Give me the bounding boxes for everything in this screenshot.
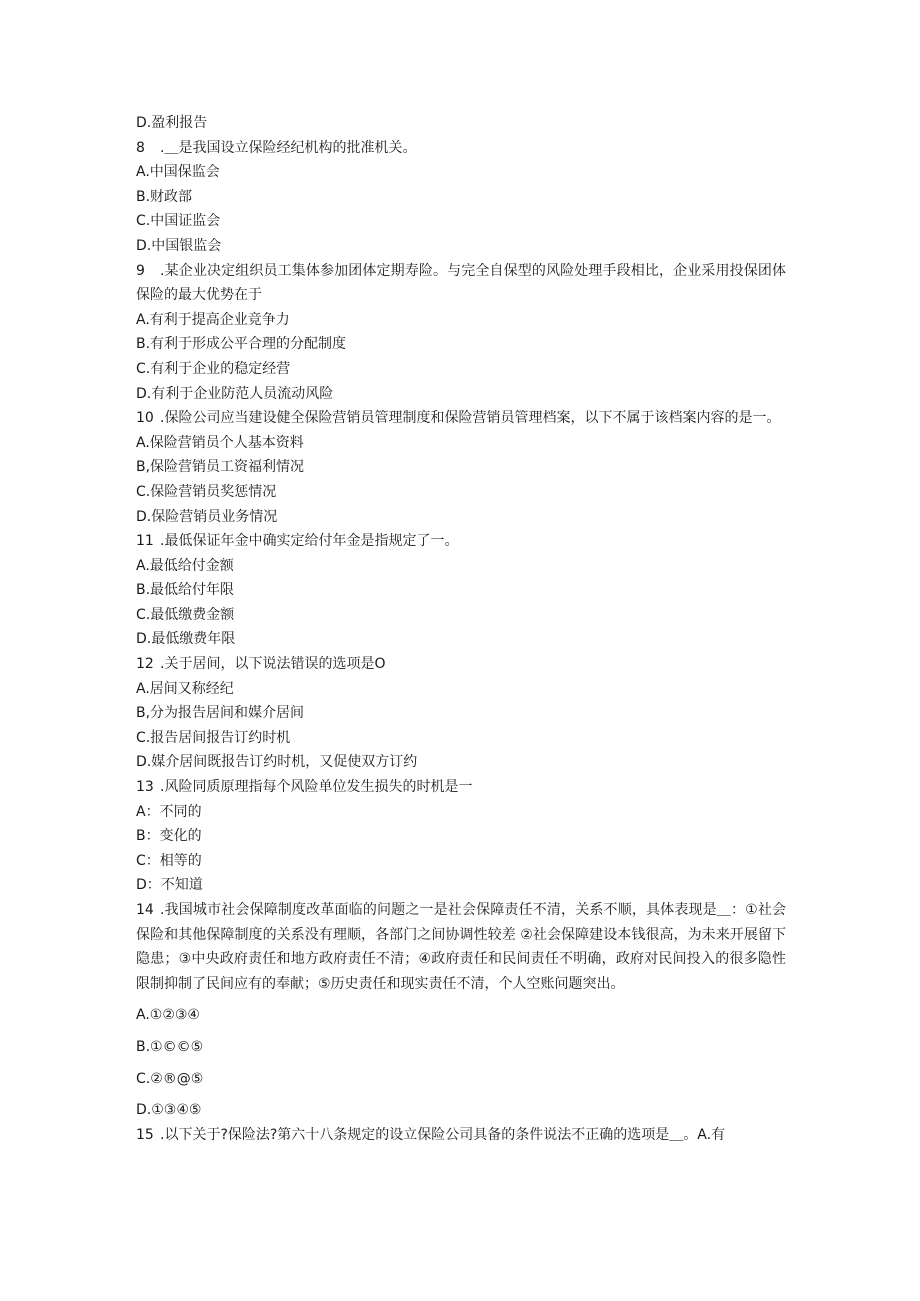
question-text: .某企业决定组织员工集体参加团体定期寿险。与完全自保型的风险处理手段相比，企业采用投保团体保险的最大优势在于 xyxy=(136,262,786,304)
question-9 xyxy=(136,259,786,308)
option-line: A.保险营销员个人基本资料 xyxy=(136,434,304,451)
question-number: 14 xyxy=(136,902,154,918)
option-line: C.报告居间报告订约时机 xyxy=(136,729,291,746)
option-line: B.最低给付年限 xyxy=(136,582,235,599)
question-13 xyxy=(136,775,786,800)
question-text: .关于居间，以下说法错误的选项是O xyxy=(160,656,386,673)
option-line: D.中国银监会 xyxy=(136,237,222,254)
question-14 xyxy=(136,898,786,996)
option-line: C.②®@⑤ xyxy=(136,1070,204,1087)
option-line: A.最低给付金额 xyxy=(136,557,234,574)
question-15 xyxy=(136,1123,786,1148)
option-line: A：不同的 xyxy=(136,803,202,820)
option-line: D.保险营销员业务情况 xyxy=(136,508,278,525)
question-text: .风险同质原理指每个风险单位发生损失的时机是一 xyxy=(160,779,473,796)
question-10 xyxy=(136,406,786,431)
question-number: 8 xyxy=(136,139,145,156)
option-line: B,保险营销员工资福利情况 xyxy=(136,459,305,476)
question-number: 11 xyxy=(136,533,154,550)
question-number: 15 xyxy=(136,1126,154,1143)
question-text: .＿是我国设立保险经纪机构的批准机关。 xyxy=(160,139,417,156)
option-line: C.中国证监会 xyxy=(136,213,221,230)
option-line: C：相等的 xyxy=(136,852,202,869)
question-text: .保险公司应当建设健全保险营销员管理制度和保险营销员管理档案，以下不属于该档案内容的是一。 xyxy=(160,410,781,427)
document-body xyxy=(136,111,786,1147)
option-line: D.有利于企业防范人员流动风险 xyxy=(136,385,334,402)
option-line: C.有利于企业的稳定经营 xyxy=(136,360,291,377)
option-line: A.居间又称经纪 xyxy=(136,680,234,697)
option-line: C.保险营销员奖惩情况 xyxy=(136,483,277,500)
question-text: .最低保证年金中确实定给付年金是指规定了一。 xyxy=(160,533,459,550)
option-line: D.盈利报告 xyxy=(136,115,208,131)
question-number: 12 xyxy=(136,656,154,673)
question-8 xyxy=(136,136,786,161)
option-line: D：不知道 xyxy=(136,877,203,894)
question-12 xyxy=(136,652,786,677)
option-line: C.最低缴费金额 xyxy=(136,606,235,623)
option-line: B.①©©⑤ xyxy=(136,1038,204,1055)
question-number: 13 xyxy=(136,779,154,796)
option-line: B.财政部 xyxy=(136,188,193,205)
option-line: B.有利于形成公平合理的分配制度 xyxy=(136,336,347,353)
question-text: .以下关于?保险法?第六十八条规定的设立保险公司具备的条件说法不正确的选项是＿。A.有 xyxy=(160,1126,726,1143)
option-line: D.媒介居间既报告订约时机，又促使双方订约 xyxy=(136,754,418,771)
option-line: D.最低缴费年限 xyxy=(136,631,236,648)
option-line: A.中国保监会 xyxy=(136,164,220,181)
option-line: D.①③④⑤ xyxy=(136,1102,202,1119)
question-11 xyxy=(136,529,786,554)
question-text: .我国城市社会保障制度改革面临的问题之一是社会保障责任不清，关系不顺，具体表现是＿：①社会保险和其他保障制度的关系没有理顺，各部门之间协调性较差 ②社会保障建设本钱很高，为未来开展留下隐患；③中央政府责任和地方政府责任不清；④政府责任和民间责任不明确，政府对民间投入的很多隐性限制抑制了民间应有的奉献；⑤历史责任和现实责任不清，个人空账问题突出。 xyxy=(136,902,786,992)
option-line: A.有利于提高企业竞争力 xyxy=(136,311,290,328)
option-line: B,分为报告居间和媒介居间 xyxy=(136,705,305,722)
option-line: B：变化的 xyxy=(136,828,202,845)
option-line: A.①②③④ xyxy=(136,1007,200,1024)
question-number: 9 xyxy=(136,262,145,279)
question-number: 10 xyxy=(136,410,154,427)
